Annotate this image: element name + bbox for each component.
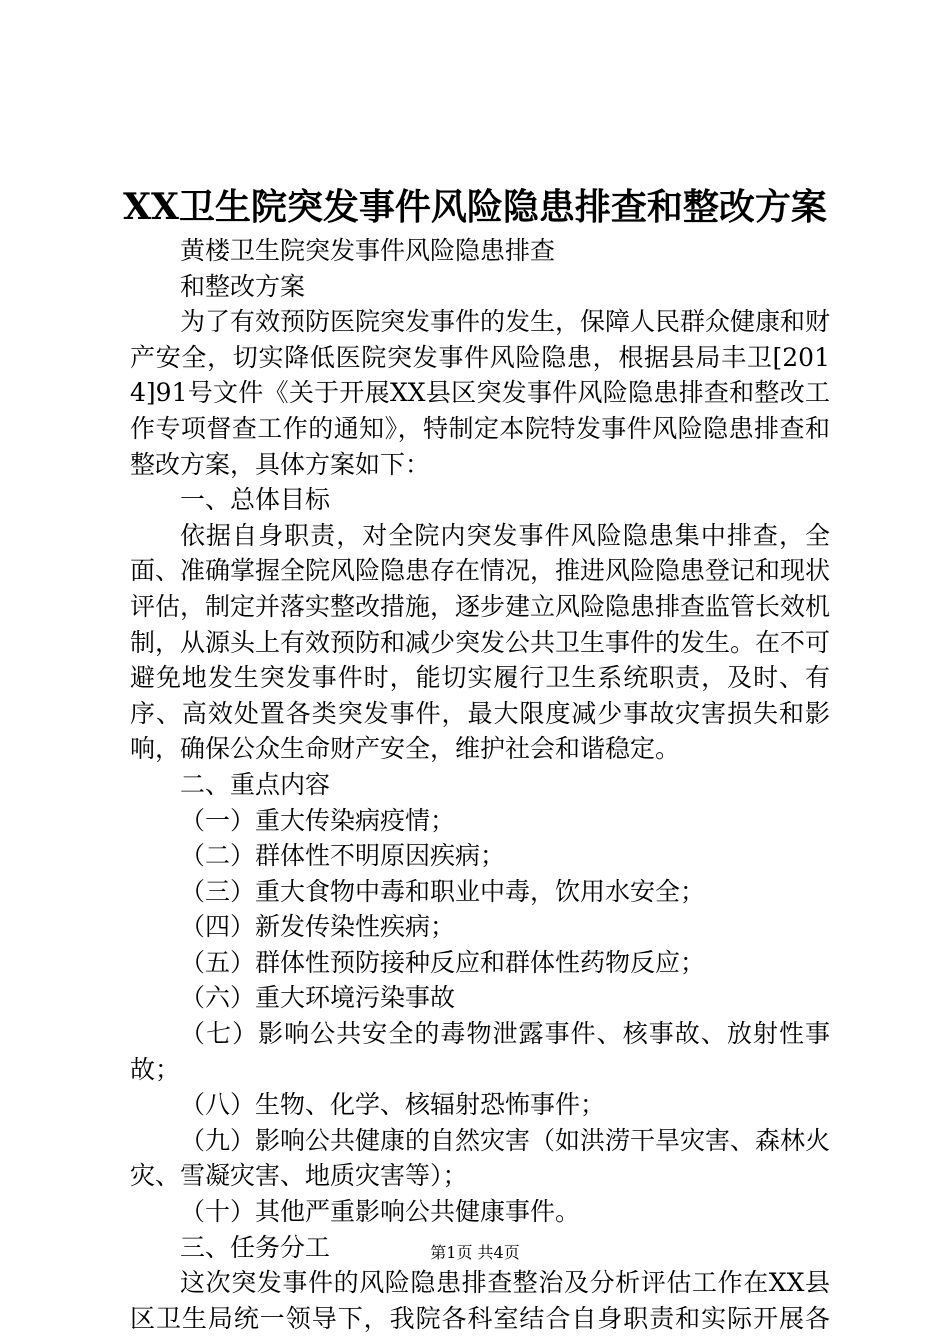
list-item: （八）生物、化学、核辐射恐怖事件； bbox=[180, 1090, 606, 1120]
list-item: （二）群体性不明原因疾病； bbox=[180, 841, 506, 871]
list-item: （四）新发传染性疾病； bbox=[180, 912, 456, 942]
list-item: （六）重大环境污染事故 bbox=[180, 983, 456, 1013]
list-item: （七）影响公共安全的毒物泄露事件、核事故、放射性事故； bbox=[130, 1019, 830, 1084]
subtitle-line-1: 黄楼卫生院突发事件风险隐患排查 bbox=[180, 236, 556, 265]
section-2-heading: 二、重点内容 bbox=[180, 769, 331, 799]
section-1-body: 依据自身职责，对全院内突发事件风险隐患集中排查，全面、准确掌握全院风险隐患存在情况，推进风险隐患登记和现状评估，制定并落实整改措施，逐步建立风险隐患排查监管长效机制，从源头上有效预防和减少突发公共卫生事件的发生。在不可避免地发生突发事件时，能切实履行卫生系统职责，及时、有序、高效处置各类突发事件，最大限度减少事故灾害损失和影响，确保公众生命财产安全，维护社会和谐稳定。 bbox=[130, 520, 831, 764]
section-3-body: 这次突发事件的风险隐患排查整治及分析评估工作在XX县区卫生局统一领导下，我院各科室结合自身职责和实际开展各 bbox=[130, 1268, 830, 1333]
subtitle-line-2: 和整改方案 bbox=[180, 271, 306, 301]
list-item: （三）重大食物中毒和职业中毒，饮用水安全； bbox=[180, 876, 706, 906]
document-title: XX卫生院突发事件风险隐患排查和整改方案 bbox=[123, 186, 827, 228]
section-1-heading: 一、总体目标 bbox=[180, 485, 331, 515]
page-footer: 第1页 共4页 bbox=[430, 1243, 520, 1262]
list-item: （十）其他严重影响公共健康事件。 bbox=[180, 1197, 581, 1227]
intro-paragraph: 为了有效预防医院突发事件的发生，保障人民群众健康和财产安全，切实降低医院突发事件风险隐患，根据县局丰卫[2014]91号文件《关于开展XX县区突发事件风险隐患排查和整改工作专项督查工作的通知》，特制定本院特发事件风险隐患排查和整改方案，具体方案如下： bbox=[130, 307, 831, 479]
document-body bbox=[130, 233, 830, 1336]
list-item: （五）群体性预防接种反应和群体性药物反应； bbox=[180, 947, 706, 977]
list-item: （一）重大传染病疫情； bbox=[180, 805, 456, 835]
section-3-heading: 三、任务分工 bbox=[180, 1232, 331, 1262]
list-item: （九）影响公共健康的自然灾害（如洪涝干旱灾害、森林火灾、雪凝灾害、地质灾害等）； bbox=[130, 1125, 831, 1191]
